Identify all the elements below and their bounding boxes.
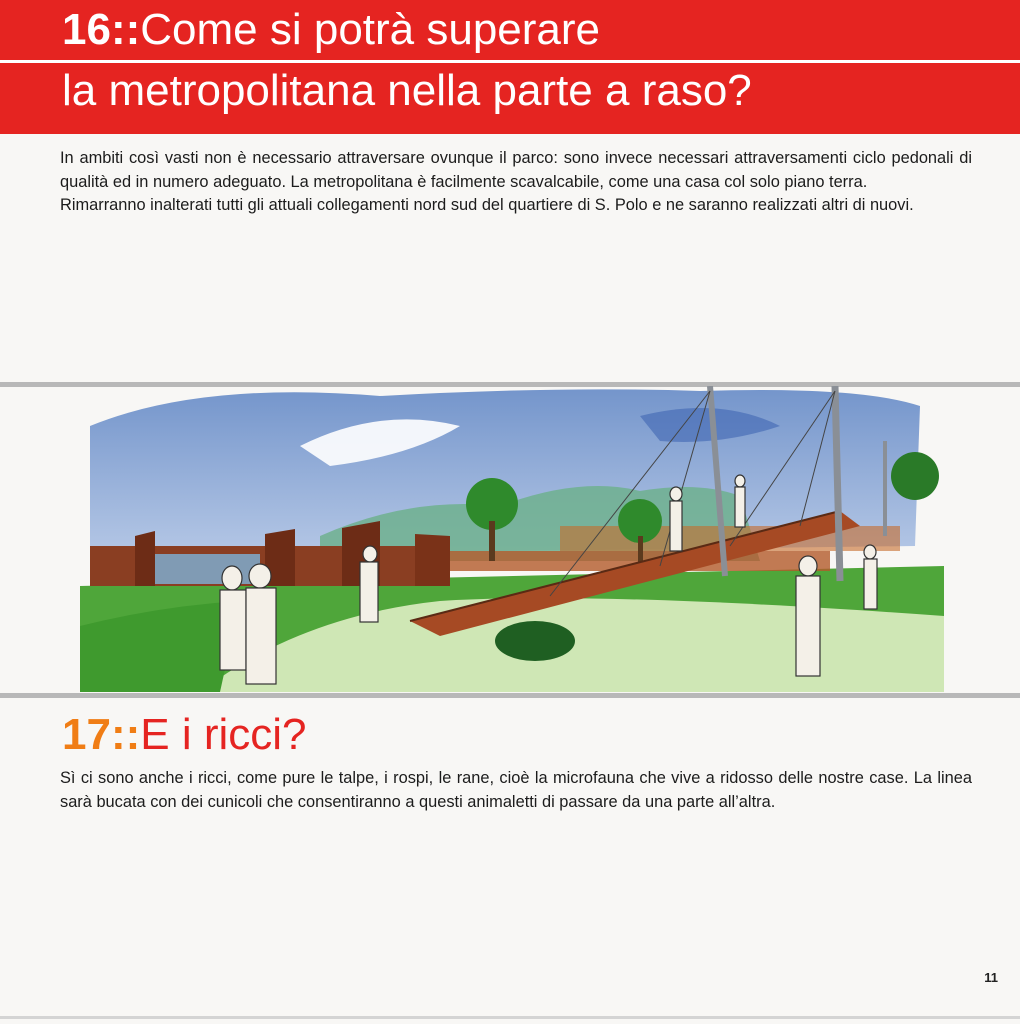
- section-17-title: [62, 708, 307, 762]
- section-17-title-text: E i ricci?: [140, 710, 307, 759]
- section-17-number: 17::: [62, 710, 141, 759]
- header-divider: [0, 60, 1020, 63]
- page-number: 11: [984, 970, 998, 985]
- park-footbridge-illustration: [80, 386, 944, 692]
- section-16-number: 16::: [62, 5, 141, 54]
- section-16-header: [0, 0, 1020, 134]
- page-bottom-edge: [0, 1016, 1020, 1019]
- section-16-body: In ambiti così vasti non è necessario attraversare ovunque il parco: sono invece necessari attraversamenti ciclo pedonali di qualità ed in numero adeguato. La metropolitana è facilmente scavalcabile, come una casa col solo piano terra. Rimarranno inalterati tutti gli attuali collegamenti nord sud del quartiere di S. Polo e ne saranno realizzati altri di nuovi.: [60, 149, 972, 214]
- illustration-bottom-divider: [0, 693, 1020, 698]
- section-16-title-text: Come si potrà superare: [140, 5, 601, 54]
- section-16-title-line-1: [62, 5, 600, 55]
- section-17-body: Sì ci sono anche i ricci, come pure le talpe, i rospi, le rane, cioè la microfauna che vive a ridosso delle nostre case. La linea sarà bucata con dei cunicoli che consentiranno a questi animaletti di passare da una parte all’altra.: [60, 769, 972, 811]
- section-16-title-line-2: la metropolitana nella parte a raso?: [62, 66, 752, 115]
